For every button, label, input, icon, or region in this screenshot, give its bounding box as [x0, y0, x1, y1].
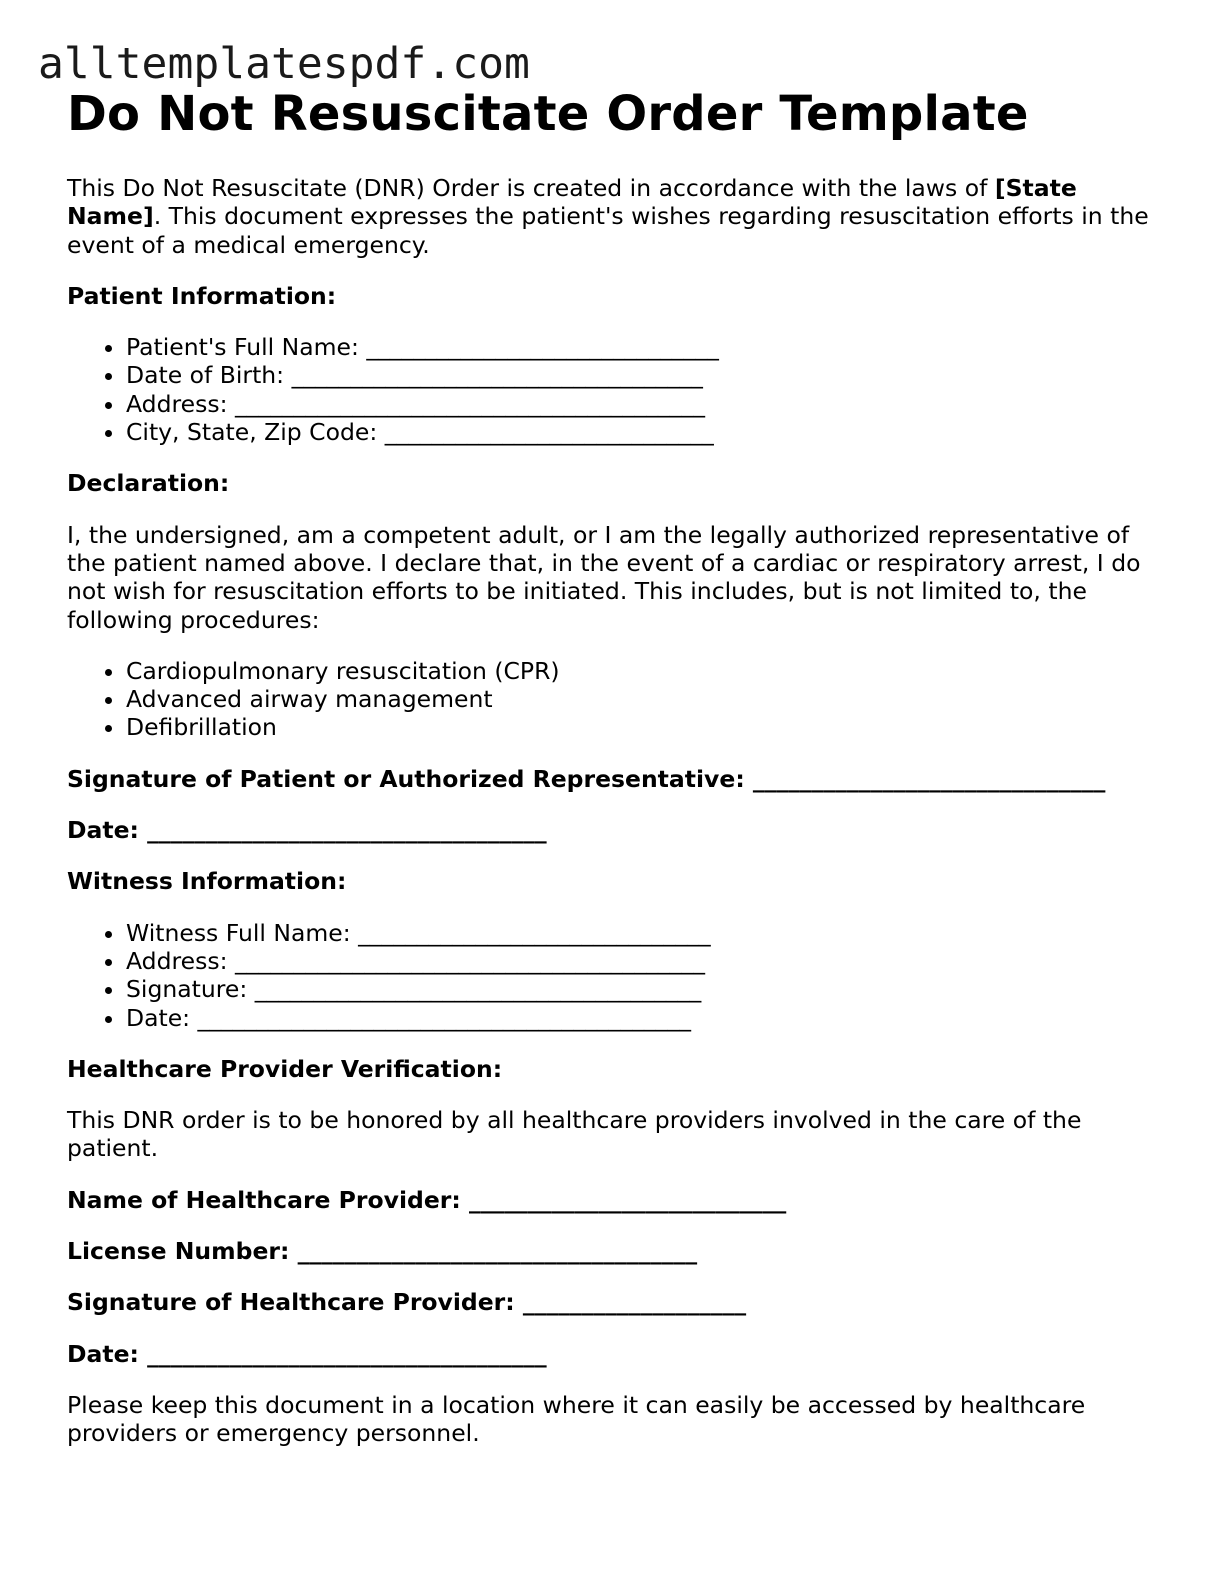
page-title: Do Not Resuscitate Order Template — [67, 86, 1029, 142]
provider-signature-line — [67, 1288, 1157, 1316]
witness-address-field: • Address: ________________________________________ — [126, 947, 1157, 975]
provider-signature-blank: ___________________ — [522, 1288, 747, 1317]
patient-dob-field: • Date of Birth: ___________________________________ — [126, 361, 1157, 389]
witness-info-list — [67, 919, 1157, 1032]
procedure-item: • Defibrillation — [126, 713, 1157, 741]
witness-full-name-field: • Witness Full Name: ______________________________ — [126, 919, 1157, 947]
procedures-list — [67, 657, 1157, 742]
provider-date-line — [67, 1340, 1157, 1368]
procedure-item: • Cardiopulmonary resuscitation (CPR) — [126, 657, 1157, 685]
intro-text-after: . This document expresses the patient's wishes regarding resuscitation efforts in the event of a medical emergency. — [67, 202, 1149, 259]
intro-paragraph — [67, 174, 1157, 259]
patient-info-heading: Patient Information: — [67, 281, 337, 310]
state-name-placeholder: [State Name] — [67, 174, 1077, 231]
patient-date-label: Date: — [67, 816, 139, 845]
patient-info-list — [67, 333, 1157, 446]
declaration-heading: Declaration: — [67, 469, 230, 498]
document-body — [67, 86, 1157, 1448]
patient-date-blank: __________________________________ — [147, 816, 547, 845]
license-number-label: License Number: — [67, 1237, 290, 1266]
provider-date-blank: __________________________________ — [147, 1339, 547, 1368]
witness-date-field: • Date: __________________________________________ — [126, 1004, 1157, 1032]
provider-verification-text: This DNR order is to be honored by all healthcare providers involved in the care of the patient. — [67, 1106, 1082, 1163]
closing-note: Please keep this document in a location where it can easily be accessed by healthcare providers or emergency personnel. — [67, 1390, 1086, 1448]
provider-name-line — [67, 1186, 1157, 1214]
declaration-text: I, the undersigned, am a competent adult, or I am the legally authorized representative of the patient named above. I declare that, in the event of a cardiac or respiratory arrest, I do not wish for resuscitation efforts to be initiated. This includes, but is not limited to, the following procedures: — [67, 520, 1141, 634]
witness-signature-field: • Signature: ______________________________________ — [126, 975, 1157, 1003]
patient-full-name-field: • Patient's Full Name: ______________________________ — [126, 333, 1157, 361]
license-number-line — [67, 1237, 1157, 1265]
license-number-blank: __________________________________ — [297, 1237, 698, 1266]
intro-text-before: This Do Not Resuscitate (DNR) Order is created in accordance with the laws of — [67, 174, 995, 202]
watermark: alltemplatespdf.com — [38, 39, 530, 89]
provider-date-label: Date: — [67, 1339, 139, 1368]
patient-signature-line — [67, 765, 1157, 793]
patient-address-field: • Address: ________________________________________ — [126, 390, 1157, 418]
provider-verification-heading: Healthcare Provider Verification: — [67, 1054, 503, 1083]
patient-city-state-zip-field: • City, State, Zip Code: ____________________________ — [126, 418, 1157, 446]
procedure-item: • Advanced airway management — [126, 685, 1157, 713]
provider-name-blank: ___________________________ — [468, 1185, 787, 1214]
witness-info-heading: Witness Information: — [67, 867, 347, 896]
provider-signature-label: Signature of Healthcare Provider: — [67, 1288, 515, 1317]
patient-signature-blank: ______________________________ — [752, 764, 1106, 793]
patient-date-line — [67, 816, 1157, 844]
provider-name-label: Name of Healthcare Provider: — [67, 1185, 461, 1214]
patient-signature-label: Signature of Patient or Authorized Representative: — [67, 764, 745, 793]
